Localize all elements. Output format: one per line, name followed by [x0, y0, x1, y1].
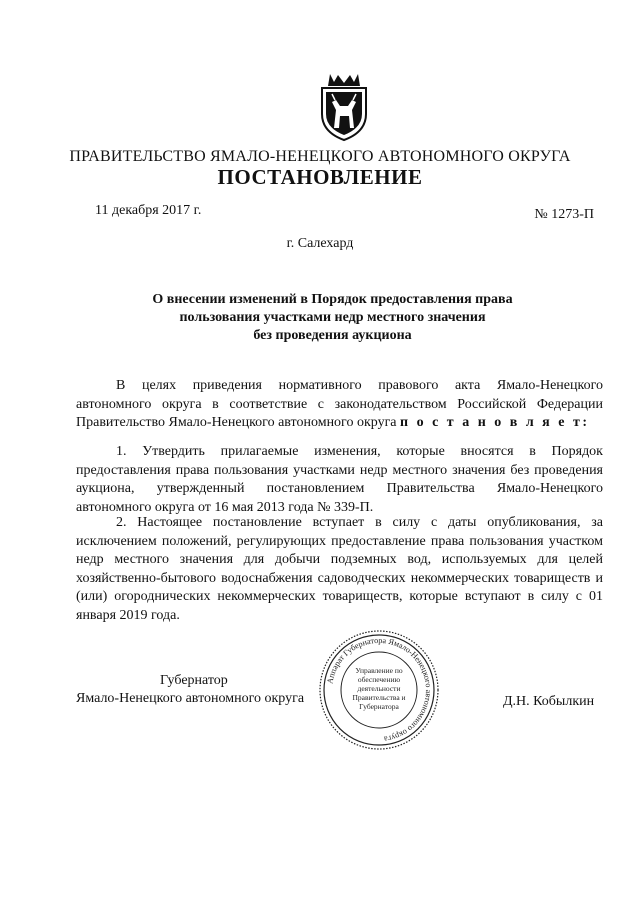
- preamble-verb: п о с т а н о в л я е т:: [400, 415, 590, 430]
- document-date: 11 декабря 2017 г.: [95, 203, 202, 218]
- signature-position-line1: Губернатор: [160, 673, 228, 688]
- document-city: г. Салехард: [286, 236, 354, 251]
- title-line: пользования участками недр местного значения: [179, 310, 486, 325]
- document-type: ПОСТАНОВЛЕНИЕ: [217, 165, 423, 189]
- item-2-paragraph: 2. Настоящее постановление вступает в силу с даты опубликования, за исключением положений, регулирующих предоставление права пользования участком недр местного значения для добычи подземных вод, используемых для целей хозяйственно-бытового водоснабжения садоводческих некоммерческих товариществ и (или) огороднических некоммерческих товариществ, которые вступают в силу с 01 января 2019 года.: [76, 515, 603, 623]
- document-title: [100, 291, 565, 345]
- preamble-text: В целях приведения нормативного правового акта Ямало-Ненецкого автономного округа в соответствие с законодательством Российской Федерации Правительство Ямало-Ненецкого автономного округа: [76, 378, 603, 430]
- item-1-paragraph: 1. Утвердить прилагаемые изменения, которые вносятся в Порядок предоставления права пользования участками недр местного значения без проведения аукциона, утвержденный постановлением Правительства Ямало-Ненецкого автономного округа от 16 мая 2013 года № 339-П.: [76, 444, 603, 515]
- signature-name: Д.Н. Кобылкин: [503, 694, 595, 709]
- preamble-paragraph: [76, 377, 603, 433]
- seal-center-text: Управление по обеспечению деятельности Правительства и Губернатора: [352, 666, 406, 711]
- government-name: ПРАВИТЕЛЬСТВО ЯМАЛО-НЕНЕЦКОГО АВТОНОМНОГО ОКРУГА: [69, 148, 571, 165]
- title-line: без проведения аукциона: [253, 328, 412, 343]
- official-seal: [317, 628, 441, 752]
- document-number: № 1273-П: [534, 207, 594, 222]
- title-line: О внесении изменений в Порядок предоставления права: [152, 292, 513, 307]
- seal-ring-text: Аппарат Губернатора Ямало-Ненецкого автономного округа: [325, 635, 434, 744]
- signature-position-line2: Ямало-Ненецкого автономного округа: [76, 691, 305, 706]
- coat-of-arms-emblem: [318, 70, 370, 142]
